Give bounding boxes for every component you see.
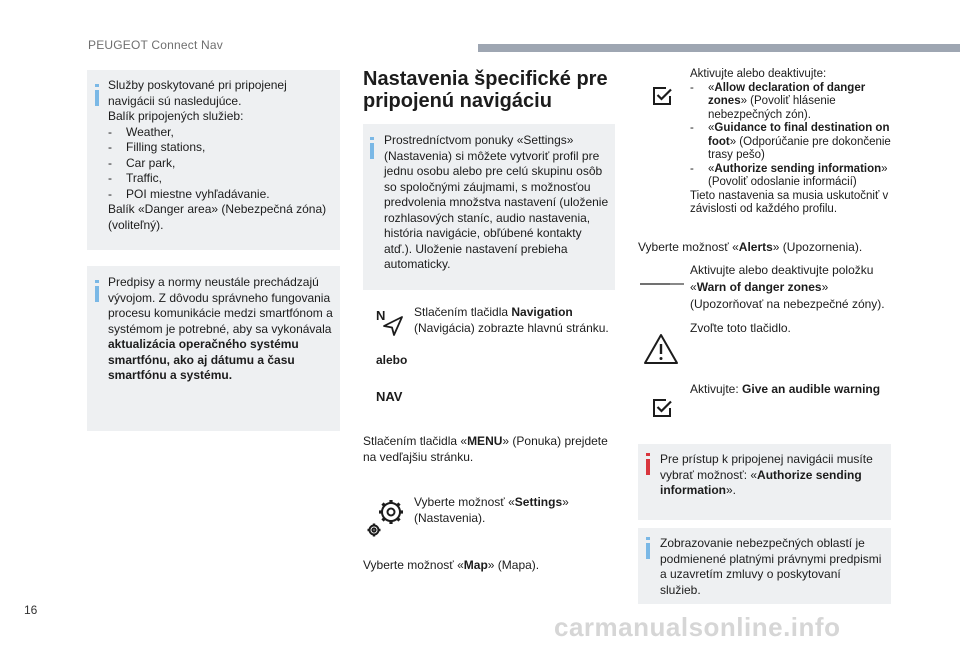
warning-icon — [646, 459, 650, 475]
services-intro: Služby poskytované pri pripojenej navigácii sú nasledujúce. — [108, 78, 287, 108]
list-item: - Weather, — [108, 125, 336, 141]
nav-alebo-label: alebo — [376, 353, 408, 367]
step-navigation: Stlačením tlačidla Navigation (Navigácia) zobrazte hlavnú stránku. — [414, 305, 609, 335]
step-settings: Vyberte možnosť «Settings» (Nastavenia). — [414, 495, 569, 525]
watermark: carmanualsonline.info — [554, 612, 841, 642]
header-bar — [478, 44, 960, 52]
section-title: Nastavenia špecifické pre pripojenú navigáciu — [363, 68, 608, 112]
list-item: - «Guidance to final destination on foot» (Odporúčanie pre dokončenie trasy pešo) — [690, 122, 900, 163]
info-box-regulations — [87, 266, 340, 431]
info-icon — [646, 543, 650, 559]
list-item: - Car park, — [108, 156, 336, 172]
step-menu: Stlačením tlačidla «MENU» (Ponuka) prejdete na vedľajšiu stránku. — [363, 434, 608, 464]
header-title: PEUGEOT Connect Nav — [88, 38, 223, 52]
list-item: - «Allow declaration of danger zones» (Povoliť hlásenie nebezpečných zón). — [690, 82, 900, 123]
list-item: - Traffic, — [108, 171, 336, 187]
services-list — [108, 125, 336, 203]
toggle-line-icon — [640, 282, 684, 288]
services-package: Balík pripojených služieb: — [108, 109, 244, 123]
info-icon — [370, 143, 374, 159]
navigation-arrow-icon — [381, 314, 405, 338]
step-map: Vyberte možnosť «Map» (Mapa). — [363, 558, 540, 572]
list-item: - POI miestne vyhľadávanie. — [108, 187, 336, 203]
warning-box-text: Pre prístup k pripojenej navigácii musíte vybrať možnosť: «Authorize sending information». — [660, 452, 873, 497]
checkbox-checked-icon — [651, 397, 673, 419]
settings-box-text: Prostredníctvom ponuky «Settings» (Nastavenia) si môžete vytvoriť profil pre jednu osobu alebo pre celú skupinu osôb so spoločnými záujmami, s možnosťou predvolenia množstva nastavení (uloženie rozhlasových staníc, audio nastavenia, história navigácie, obľúbené kontakty atď.). Uloženie nastavení prebieha automaticky. — [384, 133, 609, 271]
legal-text: Zobrazovanie nebezpečných oblastí je podmienené platnými právnymi predpismi a uzavretím zmluvy o poskytovaní služieb. — [660, 536, 882, 597]
checkbox-checked-icon — [651, 85, 673, 107]
danger-area-text: Balík «Danger area» (Nebezpečná zóna) (voliteľný). — [108, 202, 327, 232]
info-box-legal — [638, 528, 891, 604]
audible-warning-text: Aktivujte: Give an audible warning — [690, 382, 881, 396]
nav-n-letter: N — [376, 308, 386, 323]
list-item: - «Authorize sending information» (Povoliť odoslanie informácií) — [690, 163, 900, 190]
info-box-services — [87, 70, 340, 250]
page-number: 16 — [24, 603, 38, 617]
regulations-bold: aktualizácia operačného systému smartfónu, ako aj dátumu a času smartfónu a systému. — [108, 337, 299, 382]
warning-box — [638, 444, 891, 520]
info-icon — [95, 90, 99, 106]
regulations-text: Predpisy a normy neustále prechádzajú vývojom. Z dôvodu správneho fungovania procesu komunikácie medzi smartfónom a systémom je potrebné, aby sa vykonávala aktualizácia operačného systému smartfónu, ako aj dátumu a času smartfónu a systému. — [108, 275, 333, 382]
nav-button-label: NAV — [376, 389, 403, 404]
activate-options: Aktivujte alebo deaktivujte: - «Allow declaration of danger zones» (Povoliť hlásenie nebezpečných zón). - «Guidance to final destination on foot» (Odporúčanie pre dokončenie trasy pešo) - «Authorize sending information» (Povoliť odoslanie informácií) Tieto nastavenia sa musia uskutočniť v závislosti od každého profilu. — [690, 68, 900, 217]
warn-toggle-text: Aktivujte alebo deaktivujte položku «Warn of danger zones» (Upozorňovať na nebezpečné zóny). — [690, 263, 885, 311]
settings-gears-icon — [364, 495, 410, 541]
choose-button-text: Zvoľte toto tlačidlo. — [690, 321, 791, 335]
step-alerts: Vyberte možnosť «Alerts» (Upozornenia). — [638, 240, 863, 254]
list-item: - Filling stations, — [108, 140, 336, 156]
info-icon — [95, 286, 99, 302]
info-box-settings — [363, 124, 615, 290]
services-text — [108, 78, 336, 233]
warning-triangle-icon — [643, 333, 679, 365]
